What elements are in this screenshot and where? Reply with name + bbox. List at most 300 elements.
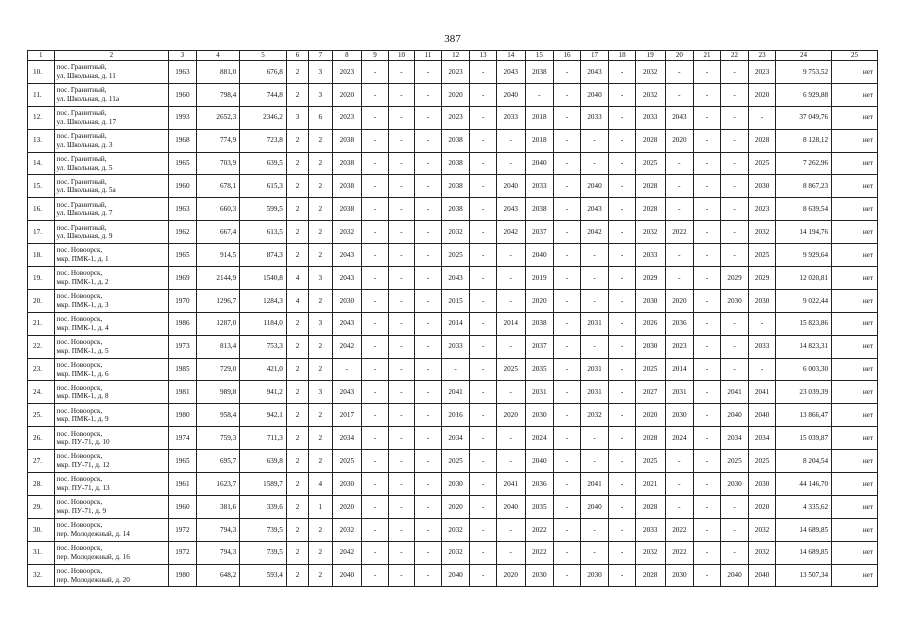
cell-col-4: 989,8 xyxy=(196,381,240,404)
cell-col-12: 2020 xyxy=(441,83,470,106)
cell-col-24: 9 022,44 xyxy=(775,289,831,312)
cell-col-9: - xyxy=(362,129,389,152)
cell-col-16: - xyxy=(554,450,581,473)
address-cell xyxy=(54,289,169,312)
cell-col-5: 615,3 xyxy=(240,175,287,198)
table-row xyxy=(28,267,878,290)
cell-col-20: 2024 xyxy=(665,427,694,450)
cell-col-6: 2 xyxy=(286,427,308,450)
cell-col-22: - xyxy=(720,129,749,152)
cell-col-8: 2034 xyxy=(332,427,362,450)
cell-col-11: - xyxy=(415,335,442,358)
cell-col-11: - xyxy=(415,198,442,221)
cell-col-12: 2038 xyxy=(441,152,470,175)
cell-col-17: - xyxy=(580,129,609,152)
cell-col-12: 2015 xyxy=(441,289,470,312)
cell-col-18: - xyxy=(609,450,636,473)
cell-col-23: 2020 xyxy=(749,495,776,518)
cell-col-20: 2020 xyxy=(665,289,694,312)
cell-col-21: - xyxy=(694,175,721,198)
cell-col-18: - xyxy=(609,473,636,496)
cell-col-25: нет xyxy=(832,473,878,496)
table-row xyxy=(28,541,878,564)
address-line-2: мкр. ПМК-1, д. 5 xyxy=(56,346,109,355)
cell-col-8: 2023 xyxy=(332,106,362,129)
cell-col-3: 1961 xyxy=(169,473,197,496)
cell-col-17: 2040 xyxy=(580,495,609,518)
cell-col-6: 2 xyxy=(286,404,308,427)
address-line-2: ул. Школьная, д. 9 xyxy=(56,232,113,241)
cell-col-8: 2042 xyxy=(332,335,362,358)
address-line-2: мкр. ПУ-71, д. 9 xyxy=(56,506,107,515)
address-line-1: пос. Новоорск, xyxy=(56,338,103,347)
cell-col-5: 676,8 xyxy=(240,61,287,84)
address-line-2: ул. Школьная, д. 17 xyxy=(56,117,117,126)
cell-col-18: - xyxy=(609,404,636,427)
cell-col-16: - xyxy=(554,83,581,106)
cell-col-25: нет xyxy=(832,335,878,358)
cell-col-5: 744,8 xyxy=(240,83,287,106)
cell-col-23: 2028 xyxy=(749,129,776,152)
cell-col-6: 2 xyxy=(286,564,308,587)
cell-col-12: 2016 xyxy=(441,404,470,427)
cell-col-18: - xyxy=(609,335,636,358)
cell-col-13: - xyxy=(470,427,497,450)
cell-col-24: 14 689,85 xyxy=(775,541,831,564)
cell-col-21: - xyxy=(694,244,721,267)
cell-col-23: - xyxy=(749,106,776,129)
cell-col-11: - xyxy=(415,129,442,152)
cell-col-15: 2024 xyxy=(525,427,554,450)
table-row xyxy=(28,221,878,244)
address-line-1: пос. Новоорск, xyxy=(56,475,103,484)
row-number: 19. xyxy=(28,267,55,290)
row-number: 31. xyxy=(28,541,55,564)
cell-col-3: 1981 xyxy=(169,381,197,404)
column-header-8: 8 xyxy=(332,51,362,61)
cell-col-17: 2033 xyxy=(580,106,609,129)
cell-col-8: 2043 xyxy=(332,381,362,404)
cell-col-7: 2 xyxy=(309,564,332,587)
cell-col-11: - xyxy=(415,175,442,198)
cell-col-20: 2014 xyxy=(665,358,694,381)
cell-col-7: 2 xyxy=(309,129,332,152)
cell-col-15: 2038 xyxy=(525,312,554,335)
cell-col-16: - xyxy=(554,312,581,335)
column-header-14: 14 xyxy=(496,51,525,61)
cell-col-22: 2029 xyxy=(720,267,749,290)
address-line-1: пос. Новоорск, xyxy=(56,383,103,392)
cell-col-7: 6 xyxy=(309,106,332,129)
cell-col-14: 2025 xyxy=(496,358,525,381)
cell-col-3: 1993 xyxy=(169,106,197,129)
cell-col-19: 2021 xyxy=(635,473,665,496)
row-number: 22. xyxy=(28,335,55,358)
cell-col-18: - xyxy=(609,152,636,175)
cell-col-20: 2022 xyxy=(665,518,694,541)
column-header-20: 20 xyxy=(665,51,694,61)
cell-col-21: - xyxy=(694,129,721,152)
cell-col-18: - xyxy=(609,381,636,404)
cell-col-18: - xyxy=(609,221,636,244)
address-cell xyxy=(54,198,169,221)
cell-col-12: 2038 xyxy=(441,198,470,221)
cell-col-20: - xyxy=(665,495,694,518)
cell-col-19: 2025 xyxy=(635,450,665,473)
table-row xyxy=(28,152,878,175)
row-number: 32. xyxy=(28,564,55,587)
cell-col-6: 2 xyxy=(286,129,308,152)
cell-col-8: 2038 xyxy=(332,129,362,152)
column-header-17: 17 xyxy=(580,51,609,61)
cell-col-20: - xyxy=(665,244,694,267)
cell-col-12: 2032 xyxy=(441,221,470,244)
cell-col-19: 2028 xyxy=(635,564,665,587)
cell-col-18: - xyxy=(609,129,636,152)
cell-col-18: - xyxy=(609,267,636,290)
cell-col-24: 8 204,54 xyxy=(775,450,831,473)
cell-col-24: 23 039,39 xyxy=(775,381,831,404)
cell-col-5: 639,8 xyxy=(240,450,287,473)
cell-col-10: - xyxy=(388,381,415,404)
cell-col-13: - xyxy=(470,564,497,587)
cell-col-17: 2043 xyxy=(580,61,609,84)
cell-col-18: - xyxy=(609,312,636,335)
cell-col-25: нет xyxy=(832,404,878,427)
cell-col-5: 599,5 xyxy=(240,198,287,221)
cell-col-5: 339,6 xyxy=(240,495,287,518)
cell-col-23: 2032 xyxy=(749,221,776,244)
cell-col-23: 2025 xyxy=(749,152,776,175)
cell-col-18: - xyxy=(609,289,636,312)
cell-col-25: нет xyxy=(832,289,878,312)
cell-col-23: 2030 xyxy=(749,473,776,496)
cell-col-20: - xyxy=(665,198,694,221)
cell-col-14: 2033 xyxy=(496,106,525,129)
cell-col-23: 2023 xyxy=(749,198,776,221)
cell-col-11: - xyxy=(415,404,442,427)
cell-col-8: 2038 xyxy=(332,152,362,175)
cell-col-8: 2023 xyxy=(332,61,362,84)
cell-col-5: 753,3 xyxy=(240,335,287,358)
cell-col-19: 2026 xyxy=(635,312,665,335)
cell-col-4: 660,3 xyxy=(196,198,240,221)
cell-col-13: - xyxy=(470,450,497,473)
cell-col-5: 1540,8 xyxy=(240,267,287,290)
row-number: 30. xyxy=(28,518,55,541)
cell-col-4: 1287,0 xyxy=(196,312,240,335)
cell-col-16: - xyxy=(554,198,581,221)
table-row xyxy=(28,564,878,587)
cell-col-13: - xyxy=(470,358,497,381)
cell-col-8: 2032 xyxy=(332,221,362,244)
cell-col-25: нет xyxy=(832,175,878,198)
cell-col-7: 3 xyxy=(309,83,332,106)
cell-col-20: 2043 xyxy=(665,106,694,129)
cell-col-5: 1184,0 xyxy=(240,312,287,335)
cell-col-20: - xyxy=(665,61,694,84)
address-line-1: пос. Новоорск, xyxy=(56,406,103,415)
cell-col-12: 2023 xyxy=(441,106,470,129)
cell-col-8: 2038 xyxy=(332,198,362,221)
column-header-13: 13 xyxy=(470,51,497,61)
column-header-24: 24 xyxy=(775,51,831,61)
address-cell xyxy=(54,175,169,198)
cell-col-8: 2025 xyxy=(332,450,362,473)
cell-col-11: - xyxy=(415,289,442,312)
cell-col-3: 1965 xyxy=(169,450,197,473)
cell-col-22: - xyxy=(720,221,749,244)
address-line-2: ул. Школьная, д. 5 xyxy=(56,163,113,172)
cell-col-20: 2030 xyxy=(665,404,694,427)
cell-col-16: - xyxy=(554,221,581,244)
cell-col-18: - xyxy=(609,83,636,106)
cell-col-13: - xyxy=(470,61,497,84)
cell-col-9: - xyxy=(362,495,389,518)
column-header-10: 10 xyxy=(388,51,415,61)
cell-col-20: 2022 xyxy=(665,221,694,244)
cell-col-6: 2 xyxy=(286,221,308,244)
cell-col-15: 2040 xyxy=(525,244,554,267)
cell-col-3: 1965 xyxy=(169,244,197,267)
address-line-2: мкр. ПМК-1, д. 1 xyxy=(56,255,109,264)
cell-col-16: - xyxy=(554,381,581,404)
cell-col-16: - xyxy=(554,61,581,84)
cell-col-10: - xyxy=(388,152,415,175)
column-number-header xyxy=(28,51,878,61)
cell-col-6: 2 xyxy=(286,358,308,381)
cell-col-24: 6 003,30 xyxy=(775,358,831,381)
cell-col-25: нет xyxy=(832,129,878,152)
cell-col-23: 2029 xyxy=(749,267,776,290)
cell-col-15: 2038 xyxy=(525,61,554,84)
cell-col-22: - xyxy=(720,61,749,84)
cell-col-6: 2 xyxy=(286,152,308,175)
cell-col-8: 2030 xyxy=(332,289,362,312)
cell-col-10: - xyxy=(388,335,415,358)
address-line-2: ул. Школьная, д. 11 xyxy=(56,71,116,80)
address-cell xyxy=(54,244,169,267)
cell-col-12: - xyxy=(441,358,470,381)
cell-col-3: 1963 xyxy=(169,198,197,221)
cell-col-7: 2 xyxy=(309,450,332,473)
cell-col-25: нет xyxy=(832,221,878,244)
address-line-1: пос. Новоорск, xyxy=(56,246,103,255)
row-number: 15. xyxy=(28,175,55,198)
cell-col-23: 2033 xyxy=(749,335,776,358)
row-number: 17. xyxy=(28,221,55,244)
cell-col-4: 813,4 xyxy=(196,335,240,358)
cell-col-20: - xyxy=(665,175,694,198)
cell-col-6: 4 xyxy=(286,289,308,312)
address-line-1: пос. Новоорск, xyxy=(56,566,103,575)
row-number: 23. xyxy=(28,358,55,381)
cell-col-15: 2038 xyxy=(525,198,554,221)
cell-col-24: 12 020,81 xyxy=(775,267,831,290)
cell-col-24: 13 866,47 xyxy=(775,404,831,427)
cell-col-19: 2028 xyxy=(635,129,665,152)
address-cell xyxy=(54,404,169,427)
cell-col-5: 639,5 xyxy=(240,152,287,175)
cell-col-21: - xyxy=(694,83,721,106)
column-header-9: 9 xyxy=(362,51,389,61)
address-line-2: мкр. ПМК-1, д. 6 xyxy=(56,369,109,378)
row-number: 11. xyxy=(28,83,55,106)
address-line-2: ул. Школьная, д. 7 xyxy=(56,209,113,218)
cell-col-25: нет xyxy=(832,198,878,221)
cell-col-14: - xyxy=(496,541,525,564)
cell-col-10: - xyxy=(388,244,415,267)
cell-col-25: нет xyxy=(832,358,878,381)
address-line-2: ул. Школьная, д. 11а xyxy=(56,94,120,103)
cell-col-16: - xyxy=(554,289,581,312)
cell-col-10: - xyxy=(388,61,415,84)
cell-col-7: 3 xyxy=(309,267,332,290)
cell-col-22: - xyxy=(720,312,749,335)
cell-col-14: 2042 xyxy=(496,221,525,244)
cell-col-22: 2030 xyxy=(720,289,749,312)
cell-col-7: 4 xyxy=(309,473,332,496)
cell-col-22: - xyxy=(720,106,749,129)
address-line-1: пос. Гранитный, xyxy=(56,154,107,163)
cell-col-19: 2028 xyxy=(635,495,665,518)
cell-col-6: 2 xyxy=(286,335,308,358)
cell-col-23: 2034 xyxy=(749,427,776,450)
cell-col-4: 798,4 xyxy=(196,83,240,106)
cell-col-9: - xyxy=(362,152,389,175)
cell-col-9: - xyxy=(362,244,389,267)
address-cell xyxy=(54,61,169,84)
cell-col-13: - xyxy=(470,83,497,106)
cell-col-6: 2 xyxy=(286,541,308,564)
cell-col-9: - xyxy=(362,427,389,450)
cell-col-22: - xyxy=(720,244,749,267)
cell-col-21: - xyxy=(694,518,721,541)
cell-col-23: 2023 xyxy=(749,61,776,84)
cell-col-18: - xyxy=(609,198,636,221)
cell-col-21: - xyxy=(694,564,721,587)
cell-col-14: - xyxy=(496,335,525,358)
cell-col-20: - xyxy=(665,152,694,175)
cell-col-22: - xyxy=(720,495,749,518)
cell-col-24: 6 929,88 xyxy=(775,83,831,106)
row-number: 25. xyxy=(28,404,55,427)
address-cell xyxy=(54,541,169,564)
cell-col-17: - xyxy=(580,541,609,564)
cell-col-25: нет xyxy=(832,312,878,335)
row-number: 13. xyxy=(28,129,55,152)
row-number: 28. xyxy=(28,473,55,496)
cell-col-9: - xyxy=(362,175,389,198)
cell-col-16: - xyxy=(554,427,581,450)
cell-col-17: - xyxy=(580,518,609,541)
row-number: 26. xyxy=(28,427,55,450)
address-line-1: пос. Новоорск, xyxy=(56,452,103,461)
cell-col-9: - xyxy=(362,541,389,564)
cell-col-10: - xyxy=(388,564,415,587)
cell-col-23: - xyxy=(749,312,776,335)
cell-col-14: 2040 xyxy=(496,83,525,106)
table-row xyxy=(28,289,878,312)
cell-col-19: 2032 xyxy=(635,221,665,244)
cell-col-19: 2033 xyxy=(635,106,665,129)
address-line-2: пер. Молодежный, д. 20 xyxy=(56,575,130,584)
table-row xyxy=(28,450,878,473)
cell-col-17: 2042 xyxy=(580,221,609,244)
cell-col-21: - xyxy=(694,312,721,335)
cell-col-19: 2030 xyxy=(635,289,665,312)
cell-col-4: 695,7 xyxy=(196,450,240,473)
cell-col-20: - xyxy=(665,450,694,473)
cell-col-5: 739,5 xyxy=(240,518,287,541)
cell-col-7: 2 xyxy=(309,198,332,221)
cell-col-5: 711,3 xyxy=(240,427,287,450)
cell-col-21: - xyxy=(694,358,721,381)
cell-col-8: 2032 xyxy=(332,518,362,541)
cell-col-10: - xyxy=(388,129,415,152)
address-line-2: мкр. ПУ-71, д. 13 xyxy=(56,483,110,492)
address-cell xyxy=(54,427,169,450)
cell-col-7: 2 xyxy=(309,358,332,381)
row-number: 20. xyxy=(28,289,55,312)
cell-col-3: 1969 xyxy=(169,267,197,290)
cell-col-3: 1972 xyxy=(169,541,197,564)
cell-col-16: - xyxy=(554,541,581,564)
cell-col-10: - xyxy=(388,267,415,290)
cell-col-24: 7 262,96 xyxy=(775,152,831,175)
address-line-2: мкр. ПУ-71, д. 10 xyxy=(56,438,110,447)
cell-col-23: 2040 xyxy=(749,564,776,587)
cell-col-3: 1963 xyxy=(169,61,197,84)
cell-col-14: - xyxy=(496,381,525,404)
cell-col-7: 2 xyxy=(309,221,332,244)
cell-col-25: нет xyxy=(832,564,878,587)
cell-col-3: 1986 xyxy=(169,312,197,335)
cell-col-22: 2034 xyxy=(720,427,749,450)
cell-col-3: 1970 xyxy=(169,289,197,312)
cell-col-6: 2 xyxy=(286,61,308,84)
cell-col-24: 8 867,23 xyxy=(775,175,831,198)
cell-col-17: - xyxy=(580,244,609,267)
address-line-1: пос. Новоорск, xyxy=(56,292,103,301)
address-cell xyxy=(54,335,169,358)
cell-col-13: - xyxy=(470,473,497,496)
cell-col-16: - xyxy=(554,495,581,518)
cell-col-12: 2025 xyxy=(441,244,470,267)
cell-col-19: 2032 xyxy=(635,83,665,106)
cell-col-21: - xyxy=(694,61,721,84)
cell-col-22: - xyxy=(720,83,749,106)
cell-col-19: 2027 xyxy=(635,381,665,404)
cell-col-8: 2017 xyxy=(332,404,362,427)
cell-col-11: - xyxy=(415,450,442,473)
cell-col-16: - xyxy=(554,473,581,496)
cell-col-11: - xyxy=(415,358,442,381)
cell-col-25: нет xyxy=(832,152,878,175)
cell-col-9: - xyxy=(362,221,389,244)
cell-col-10: - xyxy=(388,175,415,198)
cell-col-10: - xyxy=(388,83,415,106)
cell-col-24: 14 689,85 xyxy=(775,518,831,541)
address-line-1: пос. Гранитный, xyxy=(56,63,107,72)
cell-col-4: 958,4 xyxy=(196,404,240,427)
cell-col-22: - xyxy=(720,152,749,175)
cell-col-6: 2 xyxy=(286,518,308,541)
cell-col-13: - xyxy=(470,518,497,541)
cell-col-15: 2020 xyxy=(525,289,554,312)
cell-col-3: 1980 xyxy=(169,564,197,587)
cell-col-13: - xyxy=(470,267,497,290)
